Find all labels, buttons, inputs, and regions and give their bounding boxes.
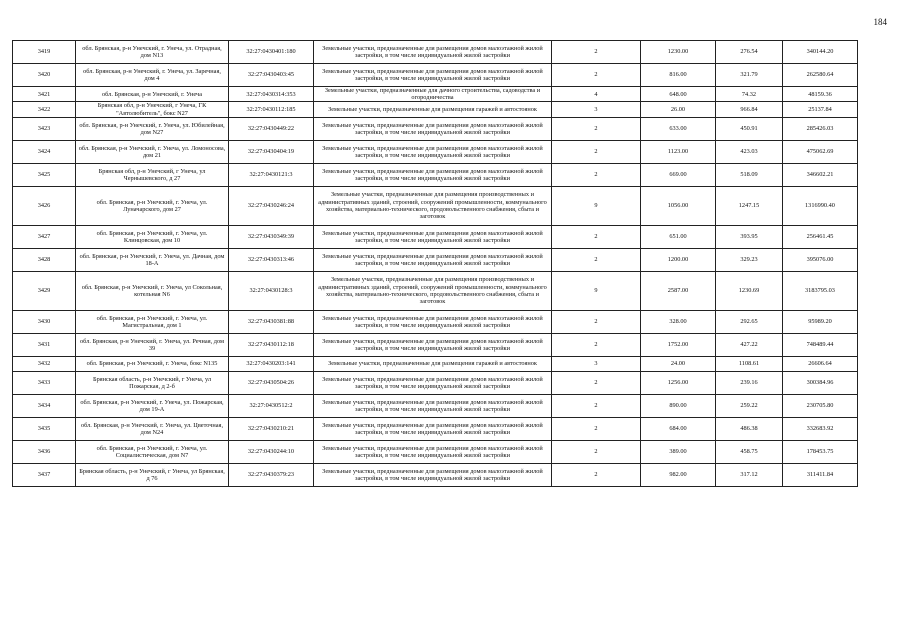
row-use-group: 9 [552,271,641,310]
row-unit-value: 1108.61 [716,356,783,371]
row-area: 982.00 [641,463,716,486]
row-number: 3436 [13,440,76,463]
row-address: обл. Брянская, р-н Унечский, г. Унеча, ул. Отрадная, дом N13 [76,41,229,64]
row-land-use: Земельные участки, предназначенные для размещения домов малоэтажной жилой застройки, в том числе индивидуальной жилой застройки [314,225,552,248]
row-land-use: Земельные участки, предназначенные для дачного строительства, садоводства и огородничества [314,87,552,102]
row-cadastral-number: 32:27:0430504:26 [229,371,314,394]
table-row [13,371,858,394]
row-land-use: Земельные участки, предназначенные для размещения домов малоэтажной жилой застройки, в том числе индивидуальной жилой застройки [314,417,552,440]
row-area: 1256.00 [641,371,716,394]
row-cadastral-value: 748489.44 [783,333,858,356]
row-cadastral-number: 32:27:0430381:88 [229,310,314,333]
row-land-use: Земельные участки, предназначенные для размещения домов малоэтажной жилой застройки, в том числе индивидуальной жилой застройки [314,310,552,333]
row-cadastral-number: 32:27:0430112:18 [229,333,314,356]
row-unit-value: 259.22 [716,394,783,417]
row-cadastral-value: 178453.75 [783,440,858,463]
row-cadastral-value: 1316990.40 [783,186,858,225]
row-unit-value: 486.38 [716,417,783,440]
row-use-group: 2 [552,371,641,394]
row-unit-value: 276.54 [716,41,783,64]
row-unit-value: 329.23 [716,248,783,271]
row-number: 3423 [13,117,76,140]
row-use-group: 2 [552,440,641,463]
row-address: обл. Брянская, р-н Унечский, г. Унеча, ул. Ломоносова, дом 21 [76,140,229,163]
row-use-group: 2 [552,333,641,356]
row-area: 1123.00 [641,140,716,163]
row-unit-value: 458.75 [716,440,783,463]
row-land-use: Земельные участки, предназначенные для размещения домов малоэтажной жилой застройки, в том числе индивидуальной жилой застройки [314,440,552,463]
row-address: обл. Брянская, р-н Унечский, г. Унеча, ул. Пожарская, дом 19-А [76,394,229,417]
row-address: обл. Брянская, р-н Унечский, г. Унеча, ул. Цветочная, дом N24 [76,417,229,440]
row-use-group: 3 [552,356,641,371]
row-cadastral-value: 26606.64 [783,356,858,371]
row-cadastral-value: 256461.45 [783,225,858,248]
row-address: Брянская область, р-н Унечский, г Унеча, ул Пожарская, д 2-б [76,371,229,394]
row-land-use: Земельные участки, предназначенные для размещения домов малоэтажной жилой застройки, в том числе индивидуальной жилой застройки [314,41,552,64]
row-address: обл. Брянская, р-н Унечский, г. Унеча, ул. Заречная, дом 4 [76,64,229,87]
table-row [13,417,858,440]
row-area: 633.00 [641,117,716,140]
table-row [13,440,858,463]
row-number: 3427 [13,225,76,248]
row-number: 3432 [13,356,76,371]
row-number: 3421 [13,87,76,102]
row-use-group: 3 [552,102,641,117]
row-number: 3429 [13,271,76,310]
row-cadastral-number: 32:27:0430401:180 [229,41,314,64]
row-cadastral-value: 475062.69 [783,140,858,163]
row-number: 3435 [13,417,76,440]
row-unit-value: 74.32 [716,87,783,102]
table-row [13,87,858,102]
row-cadastral-number: 32:27:0430210:21 [229,417,314,440]
row-area: 669.00 [641,163,716,186]
row-cadastral-value: 346602.21 [783,163,858,186]
row-use-group: 2 [552,163,641,186]
row-cadastral-value: 48159.36 [783,87,858,102]
row-unit-value: 966.84 [716,102,783,117]
table-row [13,310,858,333]
table-row [13,271,858,310]
row-area: 26.00 [641,102,716,117]
row-use-group: 9 [552,186,641,225]
row-cadastral-number: 32:27:0430403:45 [229,64,314,87]
row-land-use: Земельные участки, предназначенные для размещения домов малоэтажной жилой застройки, в том числе индивидуальной жилой застройки [314,117,552,140]
row-area: 890.00 [641,394,716,417]
cadastral-value-table [12,40,858,487]
table-row [13,163,858,186]
row-number: 3431 [13,333,76,356]
row-land-use: Земельные участки, предназначенные для размещения домов малоэтажной жилой застройки, в том числе индивидуальной жилой застройки [314,64,552,87]
row-area: 684.00 [641,417,716,440]
row-address: обл. Брянская, р-н Унечский, г. Унеча, ул. Дачная, дом 18-А [76,248,229,271]
row-cadastral-number: 32:27:0430349:39 [229,225,314,248]
row-unit-value: 518.09 [716,163,783,186]
row-address: обл. Брянская, р-н Унечский, г. Унеча, ул. Социалистическая, дом N7 [76,440,229,463]
row-address: обл. Брянская, р-н Унечский, г. Унеча [76,87,229,102]
row-address: обл. Брянская, р-н Унечский, г. Унеча, ул. Луначарского, дом 27 [76,186,229,225]
row-unit-value: 317.12 [716,463,783,486]
row-use-group: 2 [552,140,641,163]
row-cadastral-value: 395076.00 [783,248,858,271]
row-area: 648.00 [641,87,716,102]
row-land-use: Земельные участки, предназначенные для размещения домов малоэтажной жилой застройки, в том числе индивидуальной жилой застройки [314,394,552,417]
table-body [13,41,858,487]
table-row [13,102,858,117]
row-unit-value: 1230.69 [716,271,783,310]
page-number: 184 [873,17,887,27]
row-number: 3425 [13,163,76,186]
row-cadastral-value: 285426.03 [783,117,858,140]
row-cadastral-number: 32:27:0430112:185 [229,102,314,117]
row-unit-value: 423.03 [716,140,783,163]
row-number: 3426 [13,186,76,225]
row-address: Брянская обл, р-н Унечский, г Унеча, ул Чернышевского, д 27 [76,163,229,186]
row-address: обл. Брянская, р-н Унечский, г. Унеча, ул. Клинцовская, дом 10 [76,225,229,248]
table-row [13,333,858,356]
row-area: 2587.00 [641,271,716,310]
row-area: 1752.00 [641,333,716,356]
table-row [13,41,858,64]
row-use-group: 4 [552,87,641,102]
row-number: 3422 [13,102,76,117]
row-unit-value: 239.16 [716,371,783,394]
row-address: обл. Брянская, р-н Унечский, г. Унеча, ул. Магистральная, дом 1 [76,310,229,333]
row-number: 3420 [13,64,76,87]
row-unit-value: 321.79 [716,64,783,87]
row-use-group: 2 [552,64,641,87]
table-row [13,117,858,140]
row-area: 328.00 [641,310,716,333]
row-area: 816.00 [641,64,716,87]
row-cadastral-value: 340144.20 [783,41,858,64]
row-land-use: Земельные участки, предназначенные для размещения домов малоэтажной жилой застройки, в том числе индивидуальной жилой застройки [314,163,552,186]
row-address: обл. Брянская, р-н Унечский, г. Унеча, ул. Юбилейная, дом N27 [76,117,229,140]
row-cadastral-value: 262580.64 [783,64,858,87]
row-cadastral-number: 32:27:0430203:141 [229,356,314,371]
row-cadastral-number: 32:27:0430512:2 [229,394,314,417]
row-unit-value: 292.65 [716,310,783,333]
row-unit-value: 450.91 [716,117,783,140]
row-cadastral-value: 311411.84 [783,463,858,486]
table-row [13,394,858,417]
row-use-group: 2 [552,41,641,64]
row-address: Брянская обл, р-н Унечский, г Унеча, ГК "Автолюбитель", бокс N27 [76,102,229,117]
table-row [13,140,858,163]
row-cadastral-value: 300384.96 [783,371,858,394]
row-use-group: 2 [552,225,641,248]
row-number: 3433 [13,371,76,394]
row-cadastral-number: 32:27:0430314:353 [229,87,314,102]
row-area: 1230.00 [641,41,716,64]
table-row [13,356,858,371]
row-cadastral-number: 32:27:0430246:24 [229,186,314,225]
row-land-use: Земельные участки, предназначенные для размещения домов малоэтажной жилой застройки, в том числе индивидуальной жилой застройки [314,248,552,271]
row-number: 3419 [13,41,76,64]
row-number: 3430 [13,310,76,333]
row-cadastral-value: 95989.20 [783,310,858,333]
row-address: обл. Брянская, р-н Унечский, г. Унеча, ул. Речная, дом 39 [76,333,229,356]
row-use-group: 2 [552,310,641,333]
row-cadastral-number: 32:27:0430121:3 [229,163,314,186]
row-land-use: Земельные участки, предназначенные для размещения гаражей и автостоянок [314,102,552,117]
row-cadastral-number: 32:27:0430313:46 [229,248,314,271]
row-use-group: 2 [552,248,641,271]
row-use-group: 2 [552,463,641,486]
row-cadastral-number: 32:27:0430379:23 [229,463,314,486]
row-cadastral-number: 32:27:0430244:10 [229,440,314,463]
row-cadastral-number: 32:27:0430449:22 [229,117,314,140]
row-area: 24.00 [641,356,716,371]
row-land-use: Земельные участки, предназначенные для размещения домов малоэтажной жилой застройки, в том числе индивидуальной жилой застройки [314,140,552,163]
table-row [13,463,858,486]
row-number: 3434 [13,394,76,417]
row-use-group: 2 [552,394,641,417]
row-cadastral-value: 25137.84 [783,102,858,117]
row-land-use: Земельные участки, предназначенные для размещения домов малоэтажной жилой застройки, в том числе индивидуальной жилой застройки [314,371,552,394]
row-area: 1056.00 [641,186,716,225]
table-row [13,64,858,87]
row-area: 389.00 [641,440,716,463]
row-cadastral-value: 332683.92 [783,417,858,440]
row-land-use: Земельные участки, предназначенные для размещения производственных и административных зданий, строений, сооружений промышленности, коммунального хозяйства, материально-технического, продовольственного снабжения, сбыта и заготовок [314,271,552,310]
row-area: 651.00 [641,225,716,248]
row-unit-value: 393.95 [716,225,783,248]
row-cadastral-number: 32:27:0430128:3 [229,271,314,310]
row-land-use: Земельные участки, предназначенные для размещения гаражей и автостоянок [314,356,552,371]
row-address: обл. Брянская, р-н Унечский, г. Унеча, ул Сокольная, котельная N6 [76,271,229,310]
row-land-use: Земельные участки, предназначенные для размещения производственных и административных зданий, строений, сооружений промышленности, коммунального хозяйства, материально-технического, продовольственного снабжения, сбыта и заготовок [314,186,552,225]
row-area: 1200.00 [641,248,716,271]
row-use-group: 2 [552,117,641,140]
row-land-use: Земельные участки, предназначенные для размещения домов малоэтажной жилой застройки, в том числе индивидуальной жилой застройки [314,463,552,486]
row-cadastral-number: 32:27:0430404:19 [229,140,314,163]
row-address: обл. Брянская, р-н Унечский, г. Унеча, бокс N135 [76,356,229,371]
row-land-use: Земельные участки, предназначенные для размещения домов малоэтажной жилой застройки, в том числе индивидуальной жилой застройки [314,333,552,356]
row-number: 3437 [13,463,76,486]
row-unit-value: 427.22 [716,333,783,356]
row-unit-value: 1247.15 [716,186,783,225]
row-number: 3428 [13,248,76,271]
table-row [13,225,858,248]
row-cadastral-value: 3183795.03 [783,271,858,310]
row-address: Брянская область, р-н Унечский, г Унеча, ул Брянская, д 76 [76,463,229,486]
row-cadastral-value: 230705.80 [783,394,858,417]
row-use-group: 2 [552,417,641,440]
table-row [13,248,858,271]
row-number: 3424 [13,140,76,163]
table-row [13,186,858,225]
